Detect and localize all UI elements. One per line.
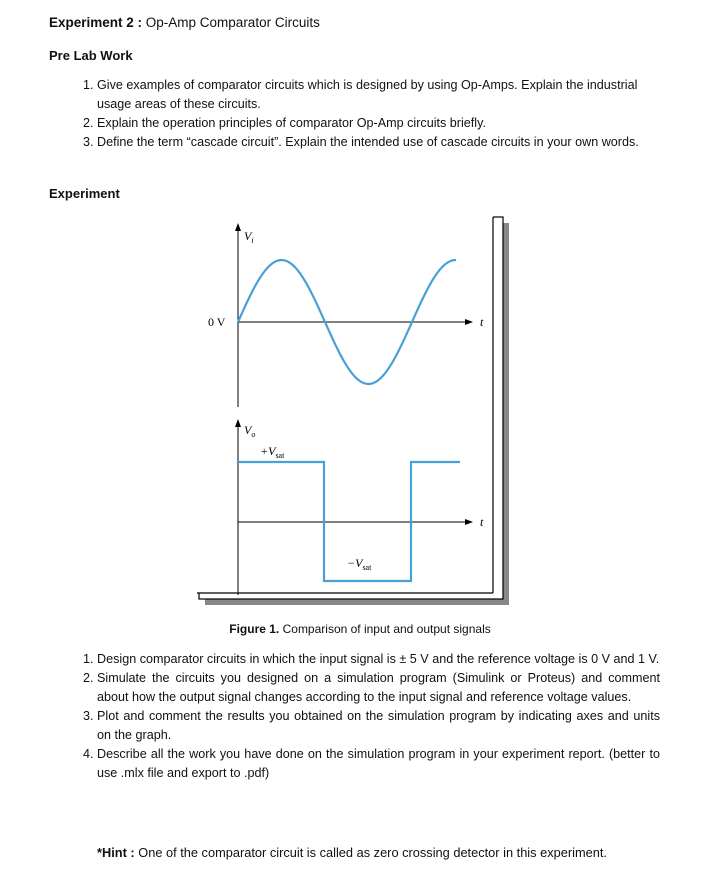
hint-body: One of the comparator circuit is called as zero crossing detector in this experiment.	[134, 845, 607, 860]
comparison-figure	[195, 215, 510, 610]
caption-text: Comparison of input and output signals	[279, 622, 491, 636]
hint-text	[97, 845, 607, 860]
vo-label: $V_o$	[244, 423, 256, 439]
experiment-item-3: 3. Plot and comment the results you obtained on the simulation program by indicating axes and units on the graph.	[97, 707, 660, 745]
vsat-positive-label: $+V_{sat}$	[260, 444, 285, 460]
experiment-list	[75, 650, 660, 783]
prelab-item-2: 2. Explain the operation principles of comparator Op-Amp circuits briefly.	[97, 114, 660, 133]
t-label-top: t	[480, 315, 484, 329]
vsat-negative-label: $-V_{sat}$	[347, 556, 372, 572]
caption-label: Figure 1.	[229, 622, 280, 636]
experiment-item-1: 1. Design comparator circuits in which the input signal is ± 5 V and the reference voltage is 0 V and 1 V.	[97, 650, 660, 669]
experiment-item-4: 4. Describe all the work you have done on the simulation program in your experiment report. (better to use .mlx file and export to .pdf)	[97, 745, 660, 783]
zero-volt-label: 0 V	[208, 315, 226, 329]
experiment-item-2: 2. Simulate the circuits you designed on a simulation program (Simulink or Proteus) and comment about how the output signal changes according to the input signal and reference voltage values.	[97, 669, 660, 707]
hint-label: *Hint :	[97, 845, 135, 860]
figure-background	[197, 215, 493, 593]
figure-caption	[0, 622, 720, 636]
prelab-list	[75, 76, 660, 152]
prelab-item-3: 3. Define the term “cascade circuit”. Explain the intended use of cascade circuits in your own words.	[97, 133, 660, 152]
experiment-heading: Experiment	[49, 186, 120, 201]
prelab-heading: Pre Lab Work	[49, 48, 133, 63]
title-text: Op-Amp Comparator Circuits	[142, 15, 320, 30]
t-label-bottom: t	[480, 515, 484, 529]
prelab-item-1: 1. Give examples of comparator circuits which is designed by using Op-Amps. Explain the industrial usage areas of these circuits.	[97, 76, 660, 114]
page-title	[49, 15, 320, 30]
title-prefix: Experiment 2 :	[49, 15, 143, 30]
vi-label: $V_i$	[244, 229, 254, 245]
